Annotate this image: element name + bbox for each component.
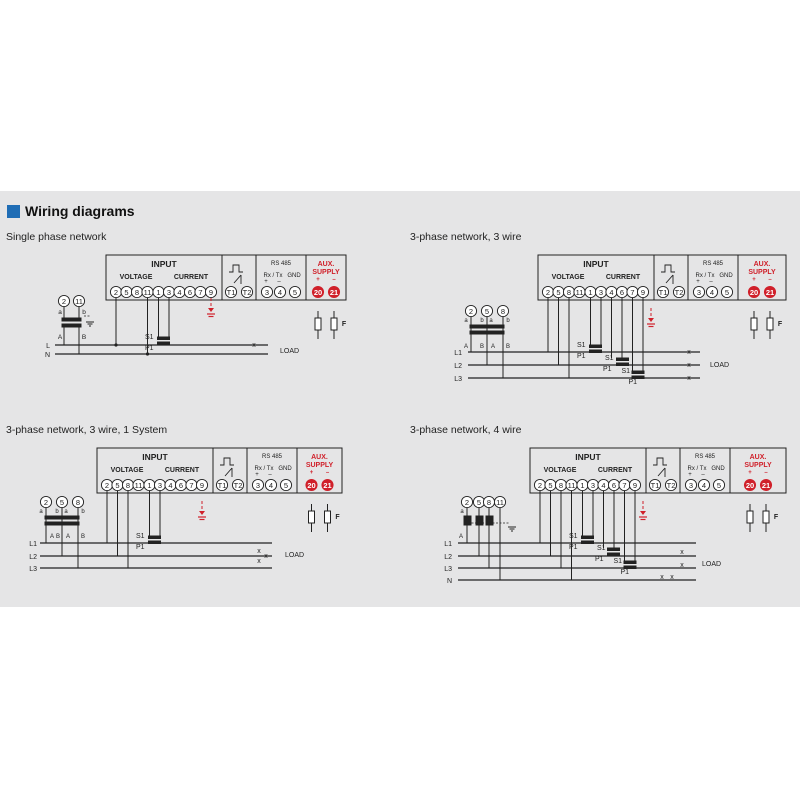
minus-label: –	[277, 279, 281, 285]
terminal-label: 2	[537, 480, 543, 490]
diagram-title-3phase-4wire: 3-phase network, 4 wire	[410, 424, 522, 436]
aux-minus-label: –	[764, 470, 768, 476]
terminal-label: 3	[590, 480, 596, 490]
aux-plus-label: +	[752, 277, 756, 283]
supply-label: SUPPLY	[748, 269, 776, 276]
aux-minus-label: –	[325, 470, 330, 476]
plus-label: +	[255, 472, 259, 478]
vt-letter: A	[65, 534, 71, 540]
plus-label: +	[688, 472, 692, 478]
vt-core	[486, 516, 493, 525]
terminal-label: 3	[688, 480, 694, 490]
vt-letter-a: a	[460, 509, 464, 515]
line-label: L1	[29, 541, 37, 548]
terminal-label: 8	[75, 497, 81, 507]
line-label-N: N	[44, 352, 50, 359]
input-label: INPUT	[575, 452, 601, 462]
terminal-mark: x	[670, 574, 674, 581]
terminal-mark: x	[680, 549, 684, 556]
terminal-label: 3	[166, 287, 172, 297]
terminal-label: 6	[187, 287, 193, 297]
aux-minus-label: –	[332, 277, 336, 283]
terminal-label: 5	[283, 480, 289, 490]
terminal-label: 2	[104, 480, 110, 490]
terminal-label: 1	[588, 287, 593, 297]
line-label: L2	[454, 363, 462, 370]
terminal-label: 7	[622, 480, 627, 490]
supply-label: SUPPLY	[305, 462, 334, 469]
ct-p1-label: P1	[576, 353, 586, 360]
terminal-label: 8	[566, 287, 572, 297]
vt-core	[45, 522, 61, 525]
terminal-label: T2	[242, 287, 252, 297]
terminal-label: 9	[632, 480, 638, 490]
vt-core	[63, 516, 79, 519]
terminal-label: T1	[658, 287, 668, 297]
vt-letter: B	[80, 534, 86, 540]
terminal-label: 4	[609, 287, 614, 297]
vt-letter: b	[81, 509, 85, 515]
terminal-label: 6	[611, 480, 617, 490]
terminal-label: 2	[468, 306, 474, 316]
vt-core	[488, 325, 504, 328]
terminal-label: 6	[178, 480, 184, 490]
ct-winding	[149, 536, 161, 539]
terminal-label: 5	[716, 480, 722, 490]
terminal-label: 5	[115, 480, 120, 490]
ct-s1-label: S1	[568, 533, 578, 540]
terminal-label: 7	[630, 287, 635, 297]
gnd-label: GND	[287, 273, 301, 279]
terminal-label: 3	[157, 480, 163, 490]
section-heading: Wiring diagrams	[25, 203, 135, 219]
pulse-icon	[661, 265, 675, 272]
ct-p1-label: P1	[628, 379, 637, 386]
line-label-L: L	[46, 343, 50, 350]
terminal-label: 4	[709, 287, 715, 297]
ct-winding	[608, 553, 620, 556]
diagram-title-3phase-3wire-1system: 3-phase network, 3 wire, 1 System	[6, 424, 168, 436]
diagram-3phase-4wire	[444, 448, 786, 585]
terminal-label: 5	[548, 480, 553, 490]
terminal-label: 8	[558, 480, 564, 490]
pulse-icon	[220, 458, 234, 465]
plus-label: +	[696, 279, 700, 285]
minus-label: –	[268, 472, 272, 478]
supply-label: SUPPLY	[744, 462, 772, 469]
rxtx-label: Rx / Tx	[254, 466, 274, 472]
line-label: L3	[444, 566, 452, 573]
terminal-label: 11	[567, 480, 576, 490]
terminal-label: 11	[75, 296, 83, 306]
minus-label: –	[701, 472, 705, 478]
vt-letter: b	[55, 509, 59, 515]
terminal-label: 5	[724, 287, 730, 297]
ct-winding	[158, 337, 170, 340]
ct-s1-label: S1	[576, 342, 586, 349]
vt-letter: a	[489, 318, 493, 324]
line-label: L3	[454, 376, 462, 383]
terminal-label: T1	[650, 480, 660, 490]
fuse-icon	[325, 511, 331, 523]
terminal-label: 2	[113, 287, 119, 297]
gnd-label: GND	[278, 466, 292, 472]
terminal-label: 3	[598, 287, 604, 297]
vt-letter: B	[505, 344, 511, 350]
diagram-single-phase	[45, 255, 347, 359]
terminal-label: 11	[134, 480, 143, 490]
terminal-label: 2	[61, 296, 67, 306]
ct-p1-label: P1	[602, 366, 612, 373]
terminal-label: 9	[208, 287, 214, 297]
voltage-label: VOLTAGE	[543, 467, 577, 474]
vt-letter: b	[506, 318, 510, 324]
terminal-label: 3	[255, 480, 261, 490]
load-label: LOAD	[280, 348, 300, 355]
diagram-3phase-3wire-1system	[29, 448, 342, 573]
voltage-label: VOLTAGE	[551, 274, 585, 281]
vt-letter: a	[64, 509, 68, 515]
terminal-mark: x	[257, 558, 261, 565]
terminal-label: 2	[43, 497, 49, 507]
terminal-label: 7	[198, 287, 203, 297]
fuse-icon	[315, 318, 321, 330]
terminal-label: 1	[156, 287, 161, 297]
terminal-label: 7	[189, 480, 194, 490]
aux-plus-label: +	[309, 470, 314, 476]
supply-label: SUPPLY	[312, 269, 340, 276]
terminal-label: T2	[233, 480, 243, 490]
terminal-label: 3	[264, 287, 270, 297]
ct-p1-label: P1	[594, 556, 604, 563]
diagram-3phase-3wire	[454, 255, 786, 386]
relay-contact-icon	[225, 468, 232, 476]
current-label: CURRENT	[164, 467, 200, 474]
terminal-label: 5	[484, 306, 490, 316]
terminal-label: 8	[500, 306, 506, 316]
terminal-label: 2	[464, 497, 470, 507]
terminal-label: 21	[765, 287, 775, 297]
vt-letter: A	[463, 344, 469, 350]
terminal-label: 4	[277, 287, 283, 297]
voltage-label: VOLTAGE	[119, 274, 153, 281]
terminal-label: 4	[701, 480, 707, 490]
rxtx-label: Rx / Tx	[263, 273, 283, 279]
terminal-mark: x	[257, 548, 261, 555]
line-label: L3	[29, 566, 37, 573]
terminal-label: 9	[199, 480, 205, 490]
rs485-label: RS 485	[694, 454, 716, 460]
ct-winding	[608, 548, 620, 551]
ct-winding	[632, 371, 644, 374]
ct-p1-label: P1	[144, 345, 154, 352]
terminal-label: 6	[619, 287, 625, 297]
vt-core	[62, 324, 81, 327]
vt-core	[62, 318, 81, 321]
junction-dot	[114, 343, 117, 346]
fuse-label: F	[773, 514, 779, 521]
fuse-icon	[751, 318, 757, 330]
fuse-icon	[309, 511, 315, 523]
relay-contact-icon	[658, 468, 665, 476]
vt-letter: B	[55, 534, 61, 540]
vt-letter: B	[479, 344, 485, 350]
aux-label: AUX.	[753, 261, 771, 268]
rs485-label: RS 485	[261, 454, 283, 460]
fuse-label: F	[335, 514, 340, 521]
terminal-mark: x	[264, 553, 268, 560]
terminal-label: 21	[323, 480, 332, 490]
ct-p1-label: P1	[568, 544, 578, 551]
terminal-label: 4	[601, 480, 606, 490]
terminal-label: 11	[143, 287, 152, 297]
ct-winding	[590, 345, 602, 348]
rs485-label: RS 485	[270, 261, 292, 267]
aux-label: AUX.	[317, 261, 335, 268]
terminal-mark: x	[680, 562, 684, 569]
relay-contact-icon	[666, 275, 673, 283]
junction-dot	[146, 352, 149, 355]
vt-core	[470, 325, 486, 328]
terminal-label: T1	[226, 287, 236, 297]
terminal-label: 2	[545, 287, 551, 297]
terminal-label: 1	[147, 480, 152, 490]
line-label: L2	[29, 554, 37, 561]
ct-s1-label: S1	[604, 355, 614, 362]
ct-winding	[617, 363, 629, 366]
fuse-label: F	[777, 321, 783, 328]
terminal-label: 20	[313, 287, 323, 297]
vt-letter: A	[490, 344, 496, 350]
terminal-label: 20	[307, 480, 316, 490]
terminal-label: T1	[217, 480, 227, 490]
minus-label: –	[709, 279, 713, 285]
terminal-label: 8	[486, 497, 492, 507]
terminal-label: 5	[556, 287, 561, 297]
vt-core	[488, 331, 504, 334]
terminal-label: 5	[124, 287, 129, 297]
vt-letter-A: A	[458, 534, 464, 540]
terminal-label: 8	[134, 287, 140, 297]
vt-letter: A	[49, 534, 55, 540]
terminal-mark: x	[687, 349, 691, 356]
ground-arrow-icon	[199, 511, 205, 515]
terminal-label: 8	[125, 480, 131, 490]
ct-s1-label: S1	[596, 545, 606, 552]
plus-label: +	[264, 279, 268, 285]
terminal-label: 4	[168, 480, 173, 490]
vt-letter-A: A	[57, 334, 63, 341]
load-label: LOAD	[710, 362, 730, 369]
fuse-icon	[763, 511, 769, 523]
aux-label: AUX.	[311, 454, 328, 461]
rxtx-label: Rx / Tx	[687, 466, 707, 472]
vt-core	[63, 522, 79, 525]
line-label: L1	[444, 541, 452, 548]
vt-letter: a	[39, 509, 43, 515]
current-label: CURRENT	[173, 274, 209, 281]
ct-s1-label: S1	[135, 533, 145, 540]
gnd-label: GND	[719, 273, 733, 279]
line-label: L2	[444, 554, 452, 561]
input-label: INPUT	[583, 259, 609, 269]
terminal-label: 1	[580, 480, 585, 490]
terminal-label: 9	[640, 287, 646, 297]
terminal-label: 5	[59, 497, 65, 507]
terminal-mark: x	[687, 375, 691, 382]
load-label: LOAD	[702, 561, 722, 568]
ct-winding	[617, 358, 629, 361]
load-label: LOAD	[285, 552, 305, 559]
fuse-icon	[331, 318, 337, 330]
pulse-icon	[229, 265, 243, 272]
ground-arrow-icon	[648, 318, 654, 322]
voltage-label: VOLTAGE	[110, 467, 144, 474]
vt-letter: b	[480, 318, 484, 324]
ct-winding	[149, 541, 161, 544]
input-label: INPUT	[151, 259, 177, 269]
diagram-title-3phase-3wire: 3-phase network, 3 wire	[410, 231, 522, 243]
aux-plus-label: +	[748, 470, 752, 476]
aux-plus-label: +	[316, 277, 320, 283]
relay-contact-icon	[234, 275, 241, 283]
ct-s1-label: S1	[613, 558, 622, 565]
vt-core	[470, 331, 486, 334]
ct-winding	[590, 350, 602, 353]
rs485-label: RS 485	[702, 261, 724, 267]
ct-winding	[582, 541, 594, 544]
terminal-label: T2	[666, 480, 676, 490]
terminal-label: 5	[292, 287, 298, 297]
ct-winding	[624, 561, 636, 564]
terminal-mark: x	[660, 574, 664, 581]
current-label: CURRENT	[597, 467, 633, 474]
fuse-icon	[747, 511, 753, 523]
terminal-label: 3	[696, 287, 702, 297]
diagram-title-single-phase: Single phase network	[6, 231, 107, 243]
current-label: CURRENT	[605, 274, 641, 281]
ground-arrow-icon	[640, 511, 646, 515]
input-label: INPUT	[142, 452, 168, 462]
terminal-label: 5	[476, 497, 482, 507]
terminal-label: 11	[496, 497, 504, 507]
vt-core	[45, 516, 61, 519]
terminal-label: 4	[177, 287, 182, 297]
terminal-mark: x	[687, 362, 691, 369]
ct-s1-label: S1	[621, 368, 630, 375]
vt-core	[464, 516, 471, 525]
aux-minus-label: –	[768, 277, 772, 283]
rxtx-label: Rx / Tx	[695, 273, 715, 279]
vt-letter-b: b	[82, 309, 86, 316]
terminal-mark: x	[252, 342, 256, 349]
terminal-label: 21	[329, 287, 339, 297]
fuse-icon	[767, 318, 773, 330]
pulse-icon	[653, 458, 667, 465]
ct-p1-label: P1	[135, 544, 145, 551]
gnd-label: GND	[711, 466, 725, 472]
terminal-label: 21	[761, 480, 771, 490]
ground-arrow-icon	[208, 308, 214, 312]
line-label: N	[446, 578, 452, 585]
terminal-label: 4	[268, 480, 274, 490]
vt-letter-a: a	[58, 309, 62, 316]
terminal-label: T2	[674, 287, 684, 297]
fuse-label: F	[341, 321, 347, 328]
terminal-label: 20	[745, 480, 755, 490]
ct-winding	[158, 342, 170, 345]
ct-s1-label: S1	[144, 334, 154, 341]
aux-label: AUX.	[749, 454, 767, 461]
ct-winding	[582, 536, 594, 539]
terminal-label: 11	[575, 287, 584, 297]
ct-p1-label: P1	[620, 569, 629, 576]
vt-letter-B: B	[81, 334, 87, 341]
vt-letter: a	[464, 318, 468, 324]
line-label: L1	[454, 350, 462, 357]
vt-core	[476, 516, 483, 525]
terminal-label: 20	[749, 287, 759, 297]
